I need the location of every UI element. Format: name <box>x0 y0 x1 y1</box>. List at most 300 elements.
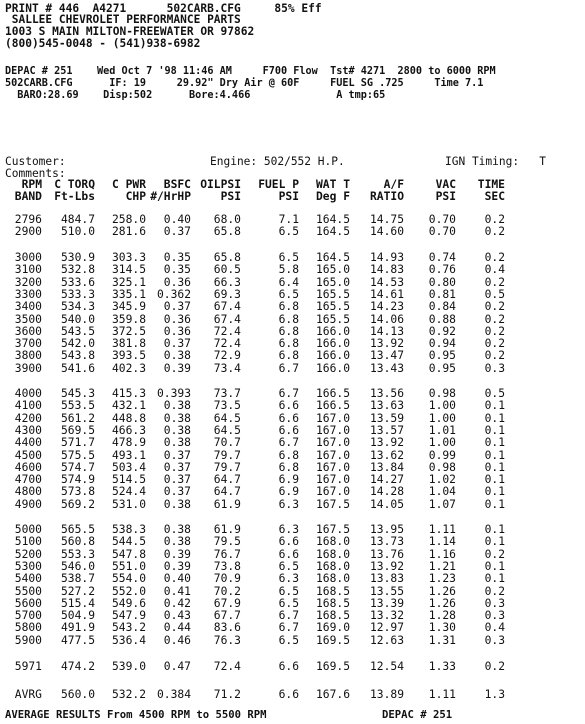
vacuum-cell: 1.00 <box>428 411 456 425</box>
bsfc-cell: 0.362 <box>156 287 191 301</box>
table-row <box>0 325 585 337</box>
bsfc-cell: 0.44 <box>163 621 191 635</box>
time-cell: 0.3 <box>484 633 505 647</box>
time-cell: 0.2 <box>484 275 505 289</box>
fuel-psi-cell: 6.3 <box>278 572 299 586</box>
table-row <box>0 473 585 485</box>
water-temp-cell: 167.0 <box>315 423 350 437</box>
fuel-psi-cell: 6.3 <box>278 523 299 536</box>
oil-psi-cell: 67.9 <box>213 596 241 610</box>
power-cell: 281.6 <box>111 225 146 239</box>
air-fuel-cell: 14.93 <box>369 251 404 264</box>
vacuum-cell: 1.16 <box>428 547 456 561</box>
header-line-1: PRINT # 446 A4271 502CARB.CFG 85% Eff <box>5 2 322 15</box>
vacuum-cell: 1.14 <box>428 535 456 549</box>
water-temp-cell: 167.0 <box>315 473 350 487</box>
bsfc-cell: 0.37 <box>163 337 191 351</box>
vacuum-cell: 1.23 <box>428 572 456 586</box>
oil-psi-cell: 69.3 <box>213 287 241 301</box>
water-temp-cell: 166.5 <box>315 387 350 400</box>
oil-psi-cell: 79.5 <box>213 535 241 549</box>
oil-psi-cell: 61.9 <box>213 523 241 536</box>
fuel-psi-cell: 6.5 <box>278 559 299 573</box>
time-cell: SEC <box>484 190 505 203</box>
water-temp-cell: 168.0 <box>315 535 350 549</box>
fuel-psi-cell: 6.7 <box>278 387 299 400</box>
bsfc-cell: 0.37 <box>163 485 191 499</box>
vacuum-cell: 0.70 <box>428 225 456 239</box>
fuel-psi-cell: 6.6 <box>278 411 299 425</box>
power-cell: 524.4 <box>111 485 146 499</box>
bsfc-cell: 0.35 <box>163 251 191 264</box>
bsfc-cell: 0.37 <box>163 473 191 487</box>
oil-psi-cell: PSI <box>220 190 241 203</box>
torque-cell: 477.5 <box>60 633 95 647</box>
oil-psi-cell: 76.7 <box>213 547 241 561</box>
water-temp-cell: 164.5 <box>315 251 350 264</box>
fuel-psi-cell: 6.5 <box>278 584 299 598</box>
time-cell: 0.1 <box>484 473 505 487</box>
table-row <box>0 523 585 535</box>
torque-cell: 504.9 <box>60 609 95 623</box>
time-cell: 0.1 <box>484 572 505 586</box>
rpm-cell: 4300 <box>14 423 42 437</box>
table-row <box>0 337 585 349</box>
power-cell: 554.0 <box>111 572 146 586</box>
air-fuel-cell: 13.89 <box>369 688 404 701</box>
fuel-psi-cell: 6.5 <box>278 633 299 647</box>
oil-psi-cell: 65.8 <box>213 251 241 264</box>
oil-psi-cell: 73.4 <box>213 361 241 375</box>
vacuum-cell: 0.98 <box>428 460 456 474</box>
table-row <box>0 362 585 374</box>
oil-psi-cell: 60.5 <box>213 263 241 277</box>
bsfc-cell: 0.38 <box>163 436 191 450</box>
rpm-cell: 5100 <box>14 535 42 549</box>
fuel-psi-cell: 6.6 <box>278 547 299 561</box>
power-cell: 514.5 <box>111 473 146 487</box>
air-fuel-cell: 14.27 <box>369 473 404 487</box>
rpm-cell: 3900 <box>14 361 42 375</box>
table-row <box>0 449 585 461</box>
time-cell: 0.1 <box>484 485 505 499</box>
bsfc-cell: 0.38 <box>163 423 191 437</box>
oil-psi-cell: 67.7 <box>213 609 241 623</box>
water-temp-cell: 166.0 <box>315 324 350 338</box>
torque-cell: 474.2 <box>60 660 95 673</box>
torque-cell: C TORQ <box>54 178 95 191</box>
bsfc-cell: 0.41 <box>163 584 191 598</box>
air-fuel-cell: 13.39 <box>369 596 404 610</box>
vacuum-cell: 1.31 <box>428 633 456 647</box>
time-cell: 0.1 <box>484 559 505 573</box>
power-cell: 551.0 <box>111 559 146 573</box>
fuel-psi-cell: 5.8 <box>278 263 299 277</box>
water-temp-cell: 164.5 <box>315 225 350 239</box>
torque-cell: 561.2 <box>60 411 95 425</box>
table-row <box>0 436 585 448</box>
water-temp-cell: 167.0 <box>315 411 350 425</box>
fuel-psi-cell: 6.6 <box>278 535 299 549</box>
oil-psi-cell: 64.5 <box>213 411 241 425</box>
table-row <box>0 349 585 361</box>
power-cell: C PWR <box>111 178 146 191</box>
power-cell: 536.4 <box>111 633 146 647</box>
fuel-psi-cell: 6.9 <box>278 473 299 487</box>
water-temp-cell: Deg F <box>315 190 350 203</box>
vacuum-cell: 0.84 <box>428 300 456 314</box>
time-cell: 0.1 <box>484 399 505 413</box>
air-fuel-cell: 14.83 <box>369 263 404 277</box>
vacuum-cell: 1.00 <box>428 436 456 450</box>
run-line-3: BARO:28.69 Disp:502 Bore:4.466 A tmp:65 <box>5 90 386 101</box>
oil-psi-cell: 70.7 <box>213 436 241 450</box>
oil-psi-cell: 71.2 <box>213 688 241 701</box>
torque-cell: 541.6 <box>60 361 95 375</box>
fuel-psi-cell: 6.5 <box>278 225 299 239</box>
air-fuel-cell: 14.28 <box>369 485 404 499</box>
rpm-cell: 4500 <box>14 448 42 462</box>
rpm-cell: 3500 <box>14 312 42 326</box>
water-temp-cell: 168.0 <box>315 572 350 586</box>
power-cell: 381.8 <box>111 337 146 351</box>
time-cell: 0.2 <box>484 324 505 338</box>
fuel-psi-cell: 6.8 <box>278 312 299 326</box>
bsfc-cell: 0.37 <box>163 460 191 474</box>
power-cell: 359.8 <box>111 312 146 326</box>
power-cell: 345.9 <box>111 300 146 314</box>
bsfc-cell: 0.384 <box>156 688 191 701</box>
oil-psi-cell: 65.8 <box>213 225 241 239</box>
bsfc-cell: 0.36 <box>163 312 191 326</box>
shop-phone: (800)545-0048 - (541)938-6982 <box>5 37 201 50</box>
water-temp-cell: 164.5 <box>315 213 350 226</box>
water-temp-cell: 167.0 <box>315 448 350 462</box>
bsfc-cell: 0.36 <box>163 324 191 338</box>
fuel-psi-cell: 6.6 <box>278 660 299 673</box>
fuel-psi-cell: 6.5 <box>278 287 299 301</box>
water-temp-cell: 167.0 <box>315 485 350 499</box>
vacuum-cell: 0.70 <box>428 213 456 226</box>
vacuum-cell: 1.26 <box>428 596 456 610</box>
fuel-psi-cell: 6.6 <box>278 423 299 437</box>
rpm-cell: 3800 <box>14 349 42 363</box>
bsfc-cell: 0.38 <box>163 399 191 413</box>
table-row <box>0 597 585 609</box>
column-header-row-2 <box>0 190 585 202</box>
air-fuel-cell: 13.84 <box>369 460 404 474</box>
time-cell: 0.5 <box>484 287 505 301</box>
table-row <box>0 634 585 646</box>
air-fuel-cell: 13.32 <box>369 609 404 623</box>
power-cell: 402.3 <box>111 361 146 375</box>
vacuum-cell: 0.98 <box>428 387 456 400</box>
air-fuel-cell: 12.63 <box>369 633 404 647</box>
fuel-psi-cell: 7.1 <box>278 213 299 226</box>
rpm-cell: 5500 <box>14 584 42 598</box>
table-row <box>0 535 585 547</box>
torque-cell: 491.9 <box>60 621 95 635</box>
table-row <box>0 387 585 399</box>
time-cell: 0.2 <box>484 312 505 326</box>
table-row <box>0 585 585 597</box>
power-cell: 478.9 <box>111 436 146 450</box>
time-cell: 0.2 <box>484 584 505 598</box>
rpm-cell: BAND <box>14 190 42 203</box>
oil-psi-cell: 72.4 <box>213 337 241 351</box>
torque-cell: 574.9 <box>60 473 95 487</box>
fuel-psi-cell: 6.8 <box>278 300 299 314</box>
torque-cell: 533.6 <box>60 275 95 289</box>
oil-psi-cell: 68.0 <box>213 213 241 226</box>
air-fuel-cell: RATIO <box>369 190 404 203</box>
rpm-cell: 5700 <box>14 609 42 623</box>
water-temp-cell: 168.0 <box>315 559 350 573</box>
time-cell: 0.2 <box>484 337 505 351</box>
time-cell: 0.2 <box>484 251 505 264</box>
vacuum-cell: PSI <box>435 190 456 203</box>
air-fuel-cell: 13.95 <box>369 523 404 536</box>
torque-cell: 534.3 <box>60 300 95 314</box>
power-cell: 503.4 <box>111 460 146 474</box>
table-row <box>0 251 585 263</box>
time-cell: 0.3 <box>484 596 505 610</box>
water-temp-cell: 167.5 <box>315 497 350 511</box>
rpm-cell: AVRG <box>14 688 42 701</box>
vacuum-cell: 1.26 <box>428 584 456 598</box>
fuel-psi-cell: 6.7 <box>278 609 299 623</box>
time-cell: 0.1 <box>484 448 505 462</box>
power-cell: 432.1 <box>111 399 146 413</box>
footer-depac: DEPAC # 251 <box>382 709 453 721</box>
time-cell: 0.2 <box>484 213 505 226</box>
power-cell: 547.9 <box>111 609 146 623</box>
fuel-psi-cell: 6.8 <box>278 448 299 462</box>
torque-cell: 484.7 <box>60 213 95 226</box>
torque-cell: 527.2 <box>60 584 95 598</box>
torque-cell: 575.5 <box>60 448 95 462</box>
bsfc-cell: 0.39 <box>163 559 191 573</box>
rpm-cell: 3700 <box>14 337 42 351</box>
fuel-psi-cell: 6.3 <box>278 497 299 511</box>
fuel-psi-cell: FUEL P <box>258 178 299 191</box>
oil-psi-cell: 73.5 <box>213 399 241 413</box>
vacuum-cell: 1.01 <box>428 423 456 437</box>
torque-cell: 553.3 <box>60 547 95 561</box>
time-cell: 0.3 <box>484 609 505 623</box>
bsfc-cell: 0.393 <box>156 387 191 400</box>
air-fuel-cell: 14.05 <box>369 497 404 511</box>
time-cell: TIME <box>477 178 505 191</box>
vacuum-cell: 0.80 <box>428 275 456 289</box>
time-cell: 0.1 <box>484 523 505 536</box>
torque-cell: 574.7 <box>60 460 95 474</box>
water-temp-cell: 168.5 <box>315 596 350 610</box>
vacuum-cell: 0.88 <box>428 312 456 326</box>
fuel-psi-cell: 6.4 <box>278 275 299 289</box>
power-cell: 549.6 <box>111 596 146 610</box>
table-row <box>0 548 585 560</box>
torque-cell: 543.8 <box>60 349 95 363</box>
bsfc-cell: 0.42 <box>163 596 191 610</box>
fuel-psi-cell: 6.8 <box>278 324 299 338</box>
air-fuel-cell: 13.92 <box>369 559 404 573</box>
bsfc-cell: 0.38 <box>163 497 191 511</box>
water-temp-cell: 168.5 <box>315 584 350 598</box>
time-cell: 0.4 <box>484 621 505 635</box>
fuel-psi-cell: PSI <box>278 190 299 203</box>
power-cell: 552.0 <box>111 584 146 598</box>
rpm-cell: 5400 <box>14 572 42 586</box>
rpm-cell: 5300 <box>14 559 42 573</box>
oil-psi-cell: 67.4 <box>213 312 241 326</box>
bsfc-cell: 0.38 <box>163 523 191 536</box>
torque-cell: 540.0 <box>60 312 95 326</box>
time-cell: 1.3 <box>484 688 505 701</box>
vacuum-cell: 0.81 <box>428 287 456 301</box>
oil-psi-cell: 76.3 <box>213 633 241 647</box>
vacuum-cell: 1.33 <box>428 660 456 673</box>
vacuum-cell: 0.99 <box>428 448 456 462</box>
oil-psi-cell: 67.4 <box>213 300 241 314</box>
air-fuel-cell: 13.57 <box>369 423 404 437</box>
fuel-psi-cell: 6.7 <box>278 621 299 635</box>
power-cell: 335.1 <box>111 287 146 301</box>
power-cell: 325.1 <box>111 275 146 289</box>
rpm-cell: 4900 <box>14 497 42 511</box>
torque-cell: 510.0 <box>60 225 95 239</box>
table-row <box>0 485 585 497</box>
fuel-psi-cell: 6.5 <box>278 596 299 610</box>
vacuum-cell: 1.21 <box>428 559 456 573</box>
table-row <box>0 288 585 300</box>
rpm-cell: 4400 <box>14 436 42 450</box>
torque-cell: 538.7 <box>60 572 95 586</box>
rpm-cell: 5971 <box>14 660 42 673</box>
vacuum-cell: 0.76 <box>428 263 456 277</box>
water-temp-cell: 168.0 <box>315 547 350 561</box>
rpm-cell: 4200 <box>14 411 42 425</box>
vacuum-cell: 1.11 <box>428 523 456 536</box>
oil-psi-cell: 72.4 <box>213 324 241 338</box>
time-cell: 0.1 <box>484 436 505 450</box>
table-row <box>0 263 585 275</box>
rpm-cell: 4800 <box>14 485 42 499</box>
torque-cell: 553.5 <box>60 399 95 413</box>
water-temp-cell: 168.5 <box>315 609 350 623</box>
table-row <box>0 225 585 237</box>
air-fuel-cell: A/F <box>383 178 404 191</box>
shop-name: SALLEE CHEVROLET PERFORMANCE PARTS <box>5 13 241 26</box>
rpm-cell: 4600 <box>14 460 42 474</box>
torque-cell: 571.7 <box>60 436 95 450</box>
air-fuel-cell: 14.60 <box>369 225 404 239</box>
torque-cell: 569.5 <box>60 423 95 437</box>
power-cell: 372.5 <box>111 324 146 338</box>
bsfc-cell: 0.40 <box>163 572 191 586</box>
water-temp-cell: 165.5 <box>315 300 350 314</box>
oil-psi-cell: 61.9 <box>213 497 241 511</box>
power-cell: 303.3 <box>111 251 146 264</box>
vacuum-cell: 1.04 <box>428 485 456 499</box>
power-cell: 543.2 <box>111 621 146 635</box>
bsfc-cell: 0.35 <box>163 263 191 277</box>
air-fuel-cell: 13.55 <box>369 584 404 598</box>
bsfc-cell: BSFC <box>163 178 191 191</box>
torque-cell: 545.3 <box>60 387 95 400</box>
bsfc-cell: 0.37 <box>163 448 191 462</box>
bsfc-cell: 0.43 <box>163 609 191 623</box>
rpm-cell: RPM <box>21 178 42 191</box>
power-cell: 531.0 <box>111 497 146 511</box>
oil-psi-cell: OILPSI <box>200 178 241 191</box>
oil-psi-cell: 73.7 <box>213 387 241 400</box>
rpm-cell: 2900 <box>14 225 42 239</box>
power-cell: 547.8 <box>111 547 146 561</box>
air-fuel-cell: 14.23 <box>369 300 404 314</box>
bsfc-cell: 0.38 <box>163 411 191 425</box>
air-fuel-cell: 13.63 <box>369 399 404 413</box>
table-row <box>0 609 585 621</box>
water-temp-cell: 166.0 <box>315 337 350 351</box>
vacuum-cell: 1.30 <box>428 621 456 635</box>
power-cell: 258.0 <box>111 213 146 226</box>
time-cell: 0.2 <box>484 225 505 239</box>
bsfc-cell: 0.39 <box>163 547 191 561</box>
time-cell: 0.4 <box>484 263 505 277</box>
rpm-cell: 5800 <box>14 621 42 635</box>
bsfc-cell: 0.38 <box>163 349 191 363</box>
oil-psi-cell: 64.5 <box>213 423 241 437</box>
ign-timing-label: IGN Timing: T <box>445 155 547 168</box>
fuel-psi-cell: 6.7 <box>278 361 299 375</box>
torque-cell: 573.8 <box>60 485 95 499</box>
fuel-psi-cell: 6.9 <box>278 485 299 499</box>
rpm-cell: 5000 <box>14 523 42 536</box>
time-cell: 0.2 <box>484 300 505 314</box>
rpm-cell: 5200 <box>14 547 42 561</box>
power-cell: 544.5 <box>111 535 146 549</box>
air-fuel-cell: 13.43 <box>369 361 404 375</box>
torque-cell: 546.0 <box>60 559 95 573</box>
air-fuel-cell: 13.59 <box>369 411 404 425</box>
oil-psi-cell: 64.7 <box>213 473 241 487</box>
bsfc-cell: 0.36 <box>163 275 191 289</box>
fuel-psi-cell: 6.7 <box>278 436 299 450</box>
time-cell: 0.1 <box>484 460 505 474</box>
water-temp-cell: 165.5 <box>315 287 350 301</box>
water-temp-cell: 165.0 <box>315 263 350 277</box>
fuel-psi-cell: 6.6 <box>278 688 299 701</box>
power-cell: 466.3 <box>111 423 146 437</box>
air-fuel-cell: 12.97 <box>369 621 404 635</box>
rpm-cell: 2796 <box>14 213 42 226</box>
average-row <box>0 688 585 700</box>
water-temp-cell: 166.0 <box>315 349 350 363</box>
air-fuel-cell: 14.61 <box>369 287 404 301</box>
time-cell: 0.1 <box>484 535 505 549</box>
fuel-psi-cell: 6.8 <box>278 460 299 474</box>
torque-cell: 560.0 <box>60 688 95 701</box>
vacuum-cell: 1.28 <box>428 609 456 623</box>
vacuum-cell: 1.02 <box>428 473 456 487</box>
bsfc-cell: 0.46 <box>163 633 191 647</box>
vacuum-cell: 0.95 <box>428 349 456 363</box>
torque-cell: 532.8 <box>60 263 95 277</box>
table-row <box>0 213 585 225</box>
time-cell: 0.2 <box>484 349 505 363</box>
water-temp-cell: 166.0 <box>315 361 350 375</box>
